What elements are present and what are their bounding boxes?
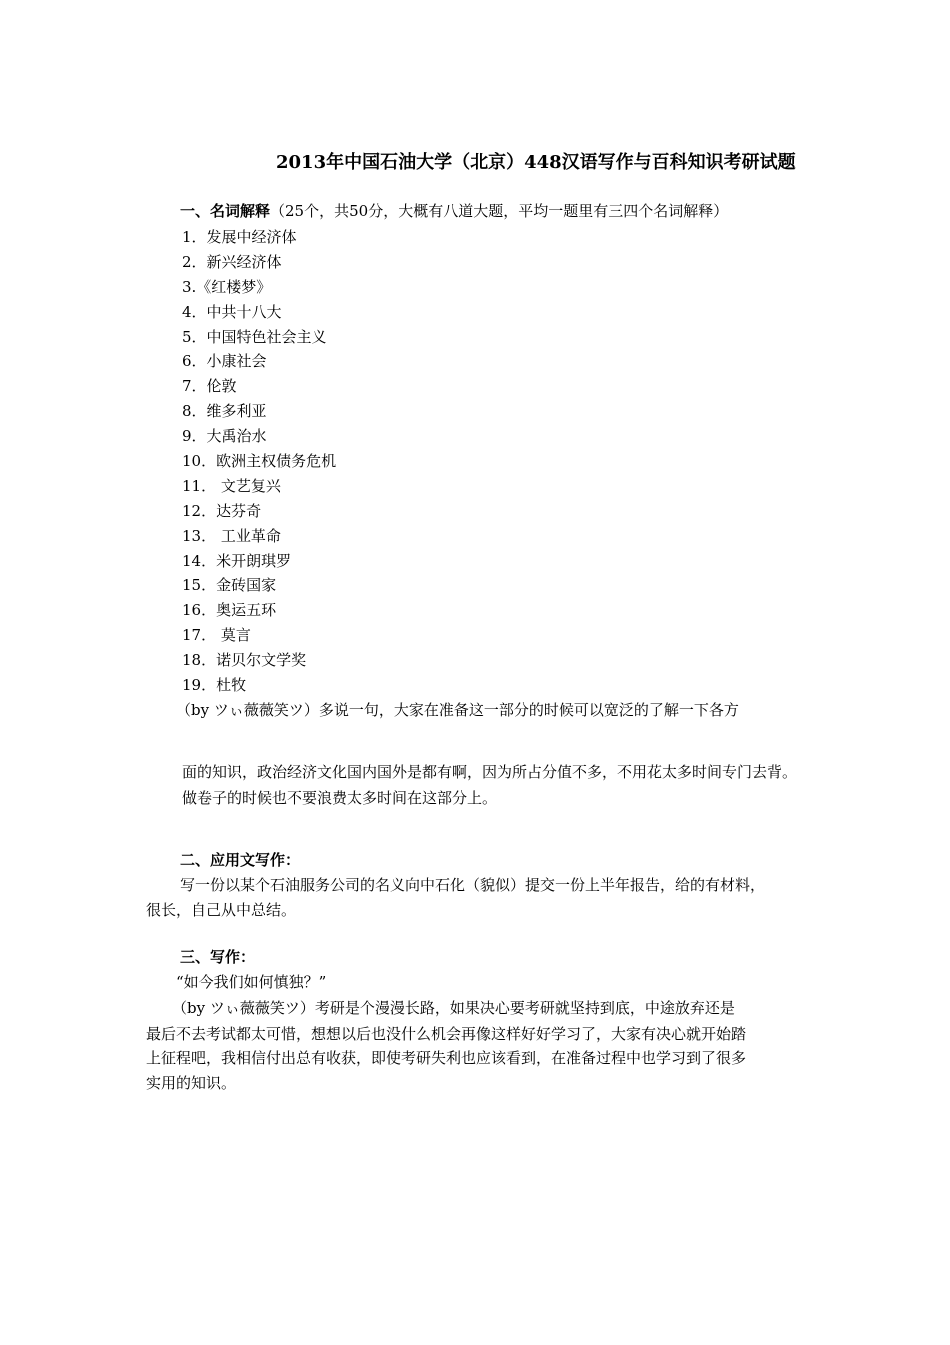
term-list	[182, 227, 336, 700]
section3-comment-line3: 上征程吧，我相信付出总有收获，即使考研失利也应该看到，在准备过程中也学习到了很多	[146, 1049, 747, 1067]
list-item: 7．伦敦	[182, 377, 237, 396]
list-item: 13． 工业革命	[182, 526, 281, 545]
list-item: 15．金砖国家	[182, 576, 277, 595]
list-item: 14．米开朗琪罗	[182, 551, 292, 570]
list-item: 16．奥运五环	[182, 601, 277, 620]
list-item: 6．小康社会	[182, 352, 267, 371]
section2-line1: 写一份以某个石油服务公司的名义向中石化（貌似）提交一份上半年报告，给的有材料，	[180, 876, 766, 894]
section1-header	[180, 201, 728, 221]
section1-heading: 一、名词解释	[180, 202, 271, 220]
list-item: 19．杜牧	[182, 676, 247, 695]
section1-comment-line3: 做卷子的时候也不要浪费太多时间在这部分上。	[182, 789, 498, 807]
section3-comment-line4: 实用的知识。	[146, 1074, 237, 1092]
section3-comment-line2: 最后不去考试都太可惜，想想以后也没什么机会再像这样好好学习了，大家有决心就开始踏	[146, 1025, 747, 1043]
list-item: 10．欧洲主权债务危机	[182, 452, 337, 471]
list-item: 11． 文艺复兴	[182, 476, 281, 495]
section1-comment-line1: （by ツぃ薇薇笑ツ）多说一句，大家在准备这一部分的时候可以宽泛的了解一下各方	[176, 701, 739, 719]
section3-prompt: “如今我们如何慎独？”	[176, 973, 327, 991]
section1-comment-line2: 面的知识，政治经济文化国内国外是都有啊，因为所占分值不多，不用花太多时间专门去背。	[182, 763, 798, 781]
list-item: 8．维多利亚	[182, 402, 267, 421]
section1-note: （25个，共50分，大概有八道大题，平均一题里有三四个名词解释）	[270, 202, 729, 220]
section2-heading: 二、应用文写作：	[180, 851, 301, 869]
section3-comment-line1: （by ツぃ薇薇笑ツ）考研是个漫漫长路，如果决心要考研就坚持到底，中途放弃还是	[172, 999, 735, 1017]
list-item: 12．达芬奇	[182, 501, 262, 520]
list-item: 17． 莫言	[182, 626, 251, 645]
page-title: 2013年中国石油大学（北京）448汉语写作与百科知识考研试题	[276, 152, 796, 173]
list-item: 2．新兴经济体	[182, 252, 282, 271]
list-item: 18．诺贝尔文学奖	[182, 651, 307, 670]
list-item: 9．大禹治水	[182, 427, 267, 446]
list-item: 3.《红楼梦》	[182, 277, 272, 296]
list-item: 5．中国特色社会主义	[182, 327, 327, 346]
section2-line2: 很长，自己从中总结。	[146, 901, 297, 919]
list-item: 4．中共十八大	[182, 302, 282, 321]
list-item: 1．发展中经济体	[182, 228, 297, 246]
section3-heading: 三、写作：	[180, 948, 256, 966]
